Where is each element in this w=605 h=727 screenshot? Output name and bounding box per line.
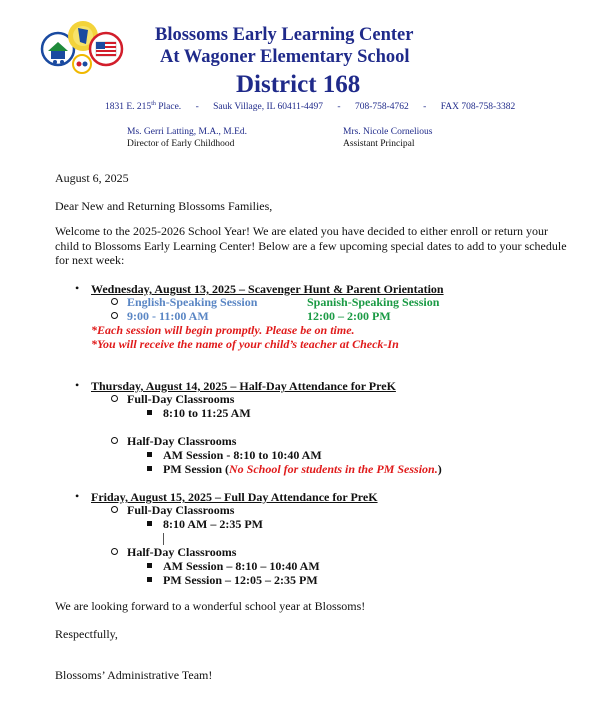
- am-session: AM Session - 8:10 to 10:40 AM: [163, 448, 322, 462]
- event-wednesday-title: Wednesday, August 13, 2025 – Scavenger Hunt & Parent Orientation: [91, 282, 444, 296]
- full-day-time: 8:10 AM – 2:35 PM: [163, 517, 263, 531]
- circle-bullet-icon: [111, 395, 118, 402]
- full-day-label: Full-Day Classrooms: [127, 503, 235, 517]
- address-separator: -: [423, 102, 427, 113]
- address-separator: -: [195, 102, 199, 113]
- text-cursor: [163, 533, 164, 545]
- full-day-label: Full-Day Classrooms: [127, 392, 235, 406]
- staff-role: Assistant Principal: [343, 139, 415, 149]
- square-bullet-icon: [147, 577, 152, 582]
- square-bullet-icon: [147, 452, 152, 457]
- address-phone: 708-758-4762: [354, 102, 409, 113]
- school-logo: [38, 20, 128, 75]
- staff-name: Ms. Gerri Latting, M.A., M.Ed.: [127, 127, 248, 137]
- staff-name: Mrs. Nicole Cornelious: [343, 127, 433, 137]
- address-line: [105, 101, 515, 112]
- note-promptly: *Each session will begin promptly. Please be on time.: [91, 323, 355, 337]
- bullet-icon: •: [75, 378, 80, 392]
- staff-director: [127, 126, 247, 150]
- note-teacher-checkin: *You will receive the name of your child’s teacher at Check-In: [91, 337, 399, 351]
- pm-session: PM Session – 12:05 – 2:35 PM: [163, 573, 318, 587]
- full-day-time: 8:10 to 11:25 AM: [163, 406, 251, 420]
- closing-line: We are looking forward to a wonderful school year at Blossoms!: [55, 599, 366, 613]
- english-session-label: English-Speaking Session: [127, 295, 258, 309]
- pm-session: PM Session (No School for students in the PM Session.): [163, 462, 442, 476]
- staff-role: Director of Early Childhood: [127, 139, 235, 149]
- bullet-icon: •: [75, 281, 80, 295]
- circle-bullet-icon: [111, 548, 118, 555]
- half-day-label: Half-Day Classrooms: [127, 545, 237, 559]
- circle-bullet-icon: [111, 312, 118, 319]
- address-fax: FAX 708-758-3382: [440, 102, 516, 113]
- square-bullet-icon: [147, 410, 152, 415]
- address-separator: -: [337, 102, 341, 113]
- letter-intro: Welcome to the 2025-2026 School Year! We are elated you have decided to either enroll or return your child to Blossoms Early Learning Center! Below are a few upcoming special dates to add to your schedule for next week:: [55, 224, 567, 267]
- square-bullet-icon: [147, 466, 152, 471]
- bullet-icon: •: [75, 489, 80, 503]
- header-subtitle: At Wagoner Elementary School: [160, 47, 410, 67]
- staff-assistant-principal: [343, 126, 432, 150]
- am-session: AM Session – 8:10 – 10:40 AM: [163, 559, 320, 573]
- letter-greeting: Dear New and Returning Blossoms Families,: [55, 199, 273, 213]
- spanish-session-time: 12:00 – 2:00 PM: [307, 309, 391, 323]
- circle-bullet-icon: [111, 298, 118, 305]
- circle-bullet-icon: [111, 506, 118, 513]
- header-title: Blossoms Early Learning Center: [155, 25, 414, 45]
- circle-bullet-icon: [111, 437, 118, 444]
- event-friday-title: Friday, August 15, 2025 – Full Day Attendance for PreK: [91, 490, 378, 504]
- english-session-time: 9:00 - 11:00 AM: [127, 309, 209, 323]
- square-bullet-icon: [147, 563, 152, 568]
- address-street: 1831 E. 215th Place.: [105, 101, 182, 113]
- signoff: Respectfully,: [55, 627, 118, 641]
- signature: Blossoms’ Administrative Team!: [55, 668, 213, 682]
- half-day-label: Half-Day Classrooms: [127, 434, 237, 448]
- letter-date: August 6, 2025: [55, 171, 129, 185]
- event-thursday-title: Thursday, August 14, 2025 – Half-Day Attendance for PreK: [91, 379, 396, 393]
- address-city: Sauk Village, IL 60411-4497: [213, 102, 324, 113]
- district-title: District 168: [236, 71, 361, 98]
- square-bullet-icon: [147, 521, 152, 526]
- spanish-session-label: Spanish-Speaking Session: [307, 295, 440, 309]
